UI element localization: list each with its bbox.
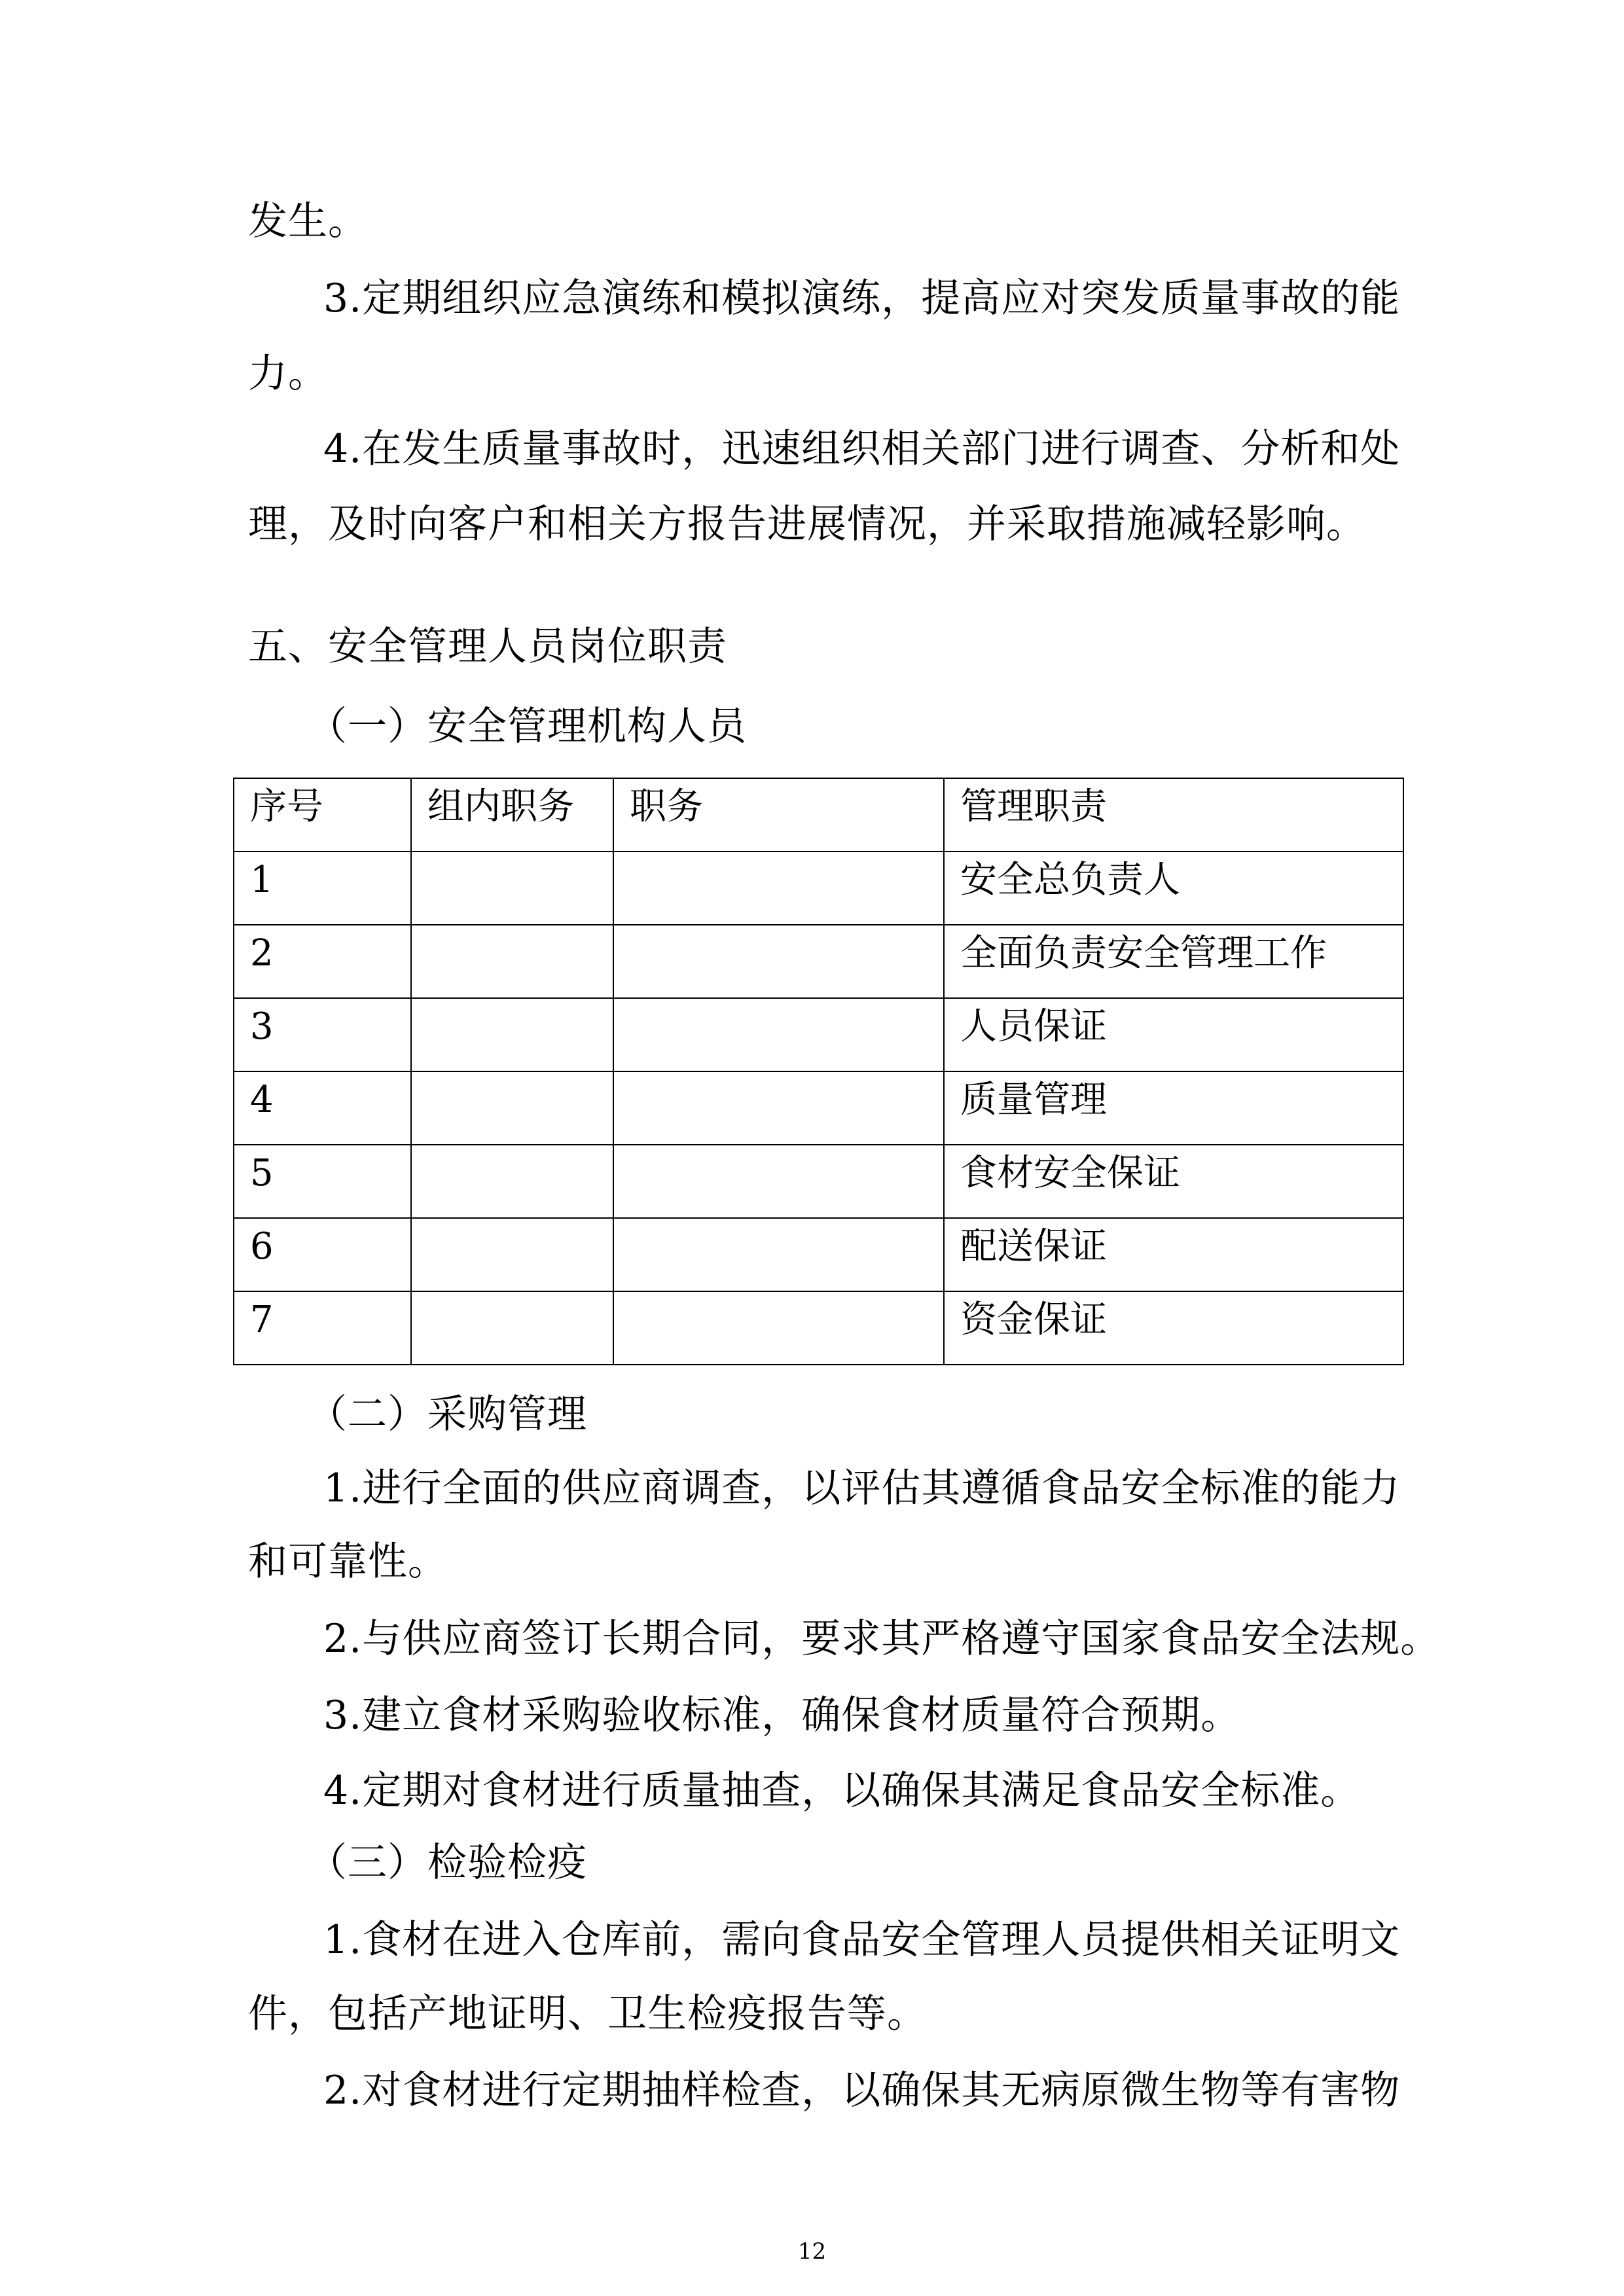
- table-cell: [411, 1071, 613, 1145]
- table-cell: 5: [234, 1145, 411, 1218]
- header-cell: 管理职责: [944, 778, 1403, 852]
- paragraph-line: 4.在发生质量事故时，迅速组织相关部门进行调查、分析和处: [323, 426, 1401, 472]
- table-cell: 3: [234, 998, 411, 1071]
- table-cell: 人员保证: [944, 998, 1403, 1071]
- table-cell: 2: [234, 925, 411, 998]
- table-cell: [613, 1218, 944, 1291]
- header-cell: 序号: [234, 778, 411, 852]
- paragraph-line: 2.对食材进行定期抽样检查，以确保其无病原微生物等有害物: [323, 2068, 1401, 2113]
- paragraph-line: 3.定期组织应急演练和模拟演练，提高应对突发质量事故的能: [323, 276, 1401, 321]
- header-cell: 职务: [613, 778, 944, 852]
- paragraph-line: 力。: [248, 351, 328, 397]
- table-cell: [411, 998, 613, 1071]
- paragraph-line: 发生。: [248, 198, 368, 244]
- table-cell: [613, 1291, 944, 1365]
- table-cell: 4: [234, 1071, 411, 1145]
- table-cell: 安全总负责人: [944, 852, 1403, 925]
- table-row: [234, 1071, 1403, 1145]
- table-header-row: [234, 778, 1403, 852]
- paragraph-line: 3.建立食材采购验收标准，确保食材质量符合预期。: [323, 1693, 1241, 1738]
- paragraph-line: 1.食材在进入仓库前，需向食品安全管理人员提供相关证明文: [323, 1917, 1401, 1963]
- table-cell: [411, 1291, 613, 1365]
- paragraph-line: 理，及时向客户和相关方报告进展情况，并采取措施减轻影响。: [248, 501, 1366, 547]
- subsection-heading: （二）采购管理: [308, 1391, 587, 1437]
- paragraph-line: 2.与供应商签订长期合同，要求其严格遵守国家食品安全法规。: [323, 1616, 1441, 1662]
- table-row: [234, 925, 1403, 998]
- paragraph-line: 和可靠性。: [248, 1539, 448, 1585]
- table-cell: 资金保证: [944, 1291, 1403, 1365]
- paragraph-line: 件，包括产地证明、卫生检疫报告等。: [248, 1991, 927, 2037]
- table-cell: 6: [234, 1218, 411, 1291]
- table-cell: 全面负责安全管理工作: [944, 925, 1403, 998]
- table-row: [234, 998, 1403, 1071]
- table-row: [234, 852, 1403, 925]
- table-cell: 食材安全保证: [944, 1145, 1403, 1218]
- table-cell: [613, 1145, 944, 1218]
- table-row: [234, 1218, 1403, 1291]
- table-cell: [613, 852, 944, 925]
- table-cell: 1: [234, 852, 411, 925]
- section-heading: 五、安全管理人员岗位职责: [248, 624, 727, 670]
- paragraph-line: 1.进行全面的供应商调查，以评估其遵循食品安全标准的能力: [323, 1465, 1401, 1511]
- table-cell: [613, 1071, 944, 1145]
- subsection-heading: （三）检验检疫: [308, 1840, 587, 1886]
- staff-table: [233, 778, 1404, 1365]
- table-cell: [411, 1145, 613, 1218]
- table-cell: 质量管理: [944, 1071, 1403, 1145]
- table-cell: [613, 925, 944, 998]
- table-cell: 7: [234, 1291, 411, 1365]
- paragraph-line: 4.定期对食材进行质量抽查，以确保其满足食品安全标准。: [323, 1768, 1361, 1814]
- subsection-heading: （一）安全管理机构人员: [308, 704, 747, 749]
- table-row: [234, 1291, 1403, 1365]
- table-cell: 配送保证: [944, 1218, 1403, 1291]
- table-row: [234, 1145, 1403, 1218]
- header-cell: 组内职务: [411, 778, 613, 852]
- table-cell: [613, 998, 944, 1071]
- table-cell: [411, 1218, 613, 1291]
- table-cell: [411, 925, 613, 998]
- page-number: 12: [797, 2238, 827, 2265]
- table-cell: [411, 852, 613, 925]
